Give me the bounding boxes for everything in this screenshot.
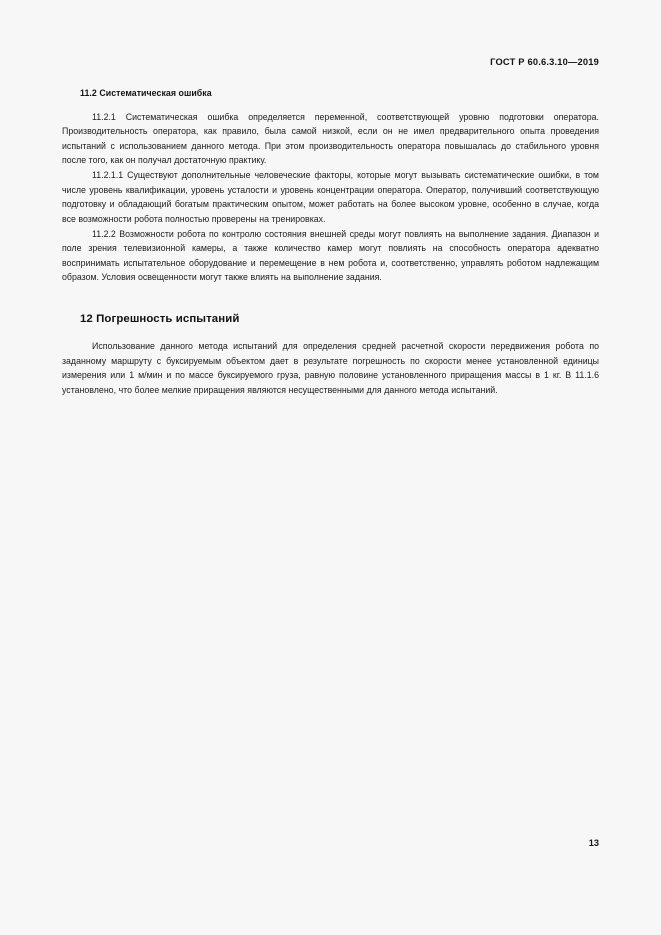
document-body (62, 86, 599, 398)
paragraph-11-2-2: 11.2.2 Возможности робота по контролю состояния внешней среды могут повлиять на выполнение задания. Диапазон и поле зрения телевизионной камеры, а также количество камер могут повлиять на способность оператора адекватно воспринимать испытательное оборудование и перемещение в нем робота и, соответственно, управлять роботом надлежащим образом. Условия освещенности могут также влиять на выполнение задания. (62, 228, 599, 283)
heading-clause-11-2: 11.2 Систематическая ошибка (80, 88, 212, 98)
spacer-after-clause-heading (62, 101, 599, 110)
heading-clause-12: 12 Погрешность испытаний (80, 313, 240, 326)
document-standard-header: ГОСТ Р 60.6.3.10—2019 (490, 57, 599, 67)
paragraph-12-1: Использование данного метода испытаний для определения средней расчетной скорости передвижения робота по заданному маршруту с буксируемым объектом дает в результате погрешность по скорости менее установленной единицы измерения или 1 м/мин и по массе буксируемого груза, равную половине установленного приращения массы в 1 кг. В 11.1.6 установлено, что более мелкие приращения являются несущественными для данного метода испытаний. (62, 341, 599, 395)
spacer-after-section-12-heading (62, 327, 599, 339)
spacer-before-section-12 (62, 285, 599, 311)
paragraph-11-2-1: 11.2.1 Систематическая ошибка определяется переменной, соответствующей уровню подготовки оператора. Производительность оператора, как правило, была самой низкой, если он не имел предварительного опыта проведения испытаний с использованием данного метода. При этом производительность оператора повышалась до стабильного уровня после того, как он получал достаточную практику. (62, 111, 599, 166)
paragraph-11-2-1-1: 11.2.1.1 Существуют дополнительные человеческие факторы, которые могут вызывать систематические ошибки, в том числе уровень квалификации, уровень усталости и уровень концентрации оператора. Оператор, получивший соответствующую подготовку и обладающий богатым практическим опытом, может работать на более высоком уровне, особенно в случае, когда все возможности робота полностью проверены на тренировках. (62, 170, 599, 224)
page-number: 13 (588, 838, 599, 848)
